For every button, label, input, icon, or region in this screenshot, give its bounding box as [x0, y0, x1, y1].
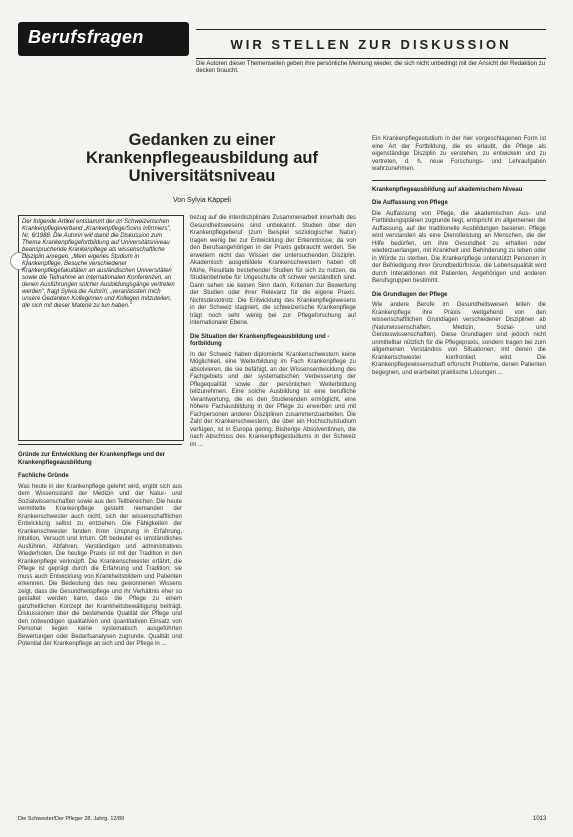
footer-journal: Die Schwester/Der Pfleger 28. Jahrg. 12/89	[18, 816, 125, 822]
section-label-box	[18, 22, 189, 56]
column-3	[372, 136, 546, 377]
col3-text-2: Die Auffassung von Pflege, die akademischen Aus- und Fortbildungsplänen zugrunde liegt, entspricht im allgemeinen der Auffassung, auf der traditionelle Ausbildungen basieren: Pflege wird verstanden als eine Dienstleistung an Menschen, die der Hilfe bedürfen, um ihre Gesundheit zu erhalten oder wiederzuerlangen, mit Krankheit und Behinderung zu leben oder in Würde zu sterben. Die Krankenpflege unterstützt Personen in der Befriedigung ihrer Grundbedürfnisse, die Lebensqualität wird durch Interaktionen mit Patienten, Angehörigen und anderen Berufsgruppen bestimmt.	[372, 210, 546, 284]
article-byline: Von Sylvia Käppeli	[173, 197, 231, 204]
column-2	[190, 215, 356, 449]
divider	[372, 180, 546, 181]
header-rule-top	[196, 29, 546, 30]
col3-text-3: Wie andere Berufe im Gesundheitswesen leiten die Krankenpflege ihre Praxis weitgehend von den wissenschaftlichen Grundlagen verschiedener Disziplinen ab (Naturwissenschaften, Medizin, Sozial- und Geisteswissenschaften). Diese Grundlagen sind jedoch nicht unmittelbar nützlich für die Pflegepraxis, sondern tragen bei zum allgemeinen Verständnis von Situationen, mit denen die Krankenschwester konfrontiert wird. Die Krankenpflegewissenschaft erforscht Probleme, denen Patienten begegnen, und erarbeitet praktische Lösungen ...	[372, 302, 546, 376]
col3-heading-3: Die Grundlagen der Pflege	[372, 291, 448, 298]
col1-subheading: Fachliche Gründe	[18, 473, 69, 479]
col2-heading: Die Situation der Krankenpflegeausbildung und -fortbildung	[190, 333, 330, 347]
header-rule-bottom	[196, 58, 546, 59]
col3-heading-2: Die Auffassung von Pflege	[372, 200, 448, 206]
section-label: Berufsfragen	[28, 27, 144, 47]
page-number: 1013	[533, 816, 547, 822]
col2-text-1: bezug auf die interdisziplinäre Zusammenarbeit innerhalb des Gesundheitswesens sind unbekannt. Studien über den Krankenpflegeberuf (zum Beispiel soziologischer Natur) tragen wenig bei zur Entwicklung der Erkenntnisse, da von den Berufsangehörigen in der Praxis gebraucht werden. Sie erweitern nicht das Wissen der untersuchenden Disziplin. Akademisch ausgebildete Krankenschwestern haben oft Mühe, Resultate bestehender Studien für sich zu nutzen, da Studienbetriebe für Ungeschulte oft schwer verständlich sind. Dann sehen sie keinen Sinn darin, Kriterien zur Bewertung der Studien oder ihrer Relevanz für die eigene Praxis. Nichtsdestotrotz: Die Entwicklung des Krankenpflegewesens in der Schweiz stagniert, die schweizerische Krankenpflege trägt noch sehr wenig bei zur Pflegeforschung auf internationaler Ebene.	[190, 215, 356, 326]
editorial-note: Die Autoren dieser Themenseiten geben ihre persönliche Meinung wieder, die sich nicht unbedingt mit der Ansicht der Redaktion zu decken braucht.	[196, 61, 546, 74]
col2-text-2: In der Schweiz haben diplomierte Krankenschwestern keine Möglichkeit, eine Weiterbildung im Fach Krankenpflege zu absolvieren, die sie befähigt, an der Wissensentwicklung des Fachgebiets und der systematischen Verbesserung der Pflegequalität sowie der persönlichen Weiterbildung teilzunehmen. Eine solche Ausbildung ist eine berufliche Verantwortung, die es den Studierenden ermöglicht, eine höhere Fachausbildung in der Pflege zu erwerben und mit Fachpersonen anderer Disziplinen zusammenzuarbeiten. Die Zahl der Krankenschwestern, die über ein Hochschulstudium verfügen, ist in Europa gering. Bisherige Absolventinnen, die nach Abschluss des Krankenpflegestudiums in der Schweiz im ...	[190, 351, 356, 448]
col3-text-1: Ein Krankenpflegestudium in der hier vorgeschlagenen Form ist eine Art der Fortbildung, die es erlaubt, die Pflege als eigenständige Disziplin zu verstehen, zu entwickeln und zu vertreten, d. h. neue Forschungs- und Lehraufgaben wahrzunehmen.	[372, 136, 546, 172]
intro-text: Der folgende Artikel entstammt der im Schweizerischen Krankenpflegeverband „Krankenpflege/Soins infirmiers", Nr. 6/1988. Die Autorin will damit die Diskussion zum Thema Krankenpflegefortbildung auf Universitätsniveau beanspruchende Krankenpflege als wissenschaftliche Disziplin anregen. „Mein eigenes Studium in Krankenpflege, Besuche verschiedener Krankenpflegefakultäten an ausländischen Universitäten sowie die Teilnahme an internationalen Konferenzen, an denen Ausführungen solcher Ausbildungsgänge vertreten werden", fragt Sylvia die Autorin, „veranlassten mich unsere Gedanken Kolleginnen und Kollegen mitzuteilen, die sich mit dieser Materie zu tun haben."	[22, 219, 175, 309]
article-title: Gedanken zu einer Krankenpflegeausbildung auf Universitätsniveau	[86, 131, 318, 185]
column-1	[18, 446, 182, 649]
col3-heading-1: Krankenpflegeausbildung auf akademischem Niveau	[372, 186, 523, 193]
divider	[18, 444, 182, 445]
col1-text: Was heute in der Krankenpflege gelehrt wird, ergibt sich aus dem Wissensstand der Medizin und der Natur- und Sozialwissenschaften sowie aus den Teilbereichen. Die heute vermittelte Krankenpflege gesteht niemanden der Krankenschwester auch nicht, sich der wissenschaftlichen Entwicklung selbst zu entziehen. Die Fähigkeiten der Krankenschwester fanden ihren Ursprung in Erfahrung, Intuition, Versuch und Irrtum. Oft bedeutet es umständliches Ausführen, Abfahren, Verständigen und administratives Wiederholen. Die heutige Praxis ist mit der Tradition in den Krankenpflege verknüpft. Die Krankenschwester erfährt, die Pflege ist geprägt durch die Erfahrung und Tradition; sie muss auch Entwicklung von Krankheitsbildern und Patienten erkennen. Die Bedeutung des neu gewonnenen Wissens zeigt, dass die Gesundheitspflege und ihr Verhältnis eher so gestaltet werden kann, dass die Pflege zu einem ganzheitlichen Konzept der Krankheitsbewältigung beiträgt. Diskussionen über die bestehende Qualität der Pflege und den notwendigen qualitativen und quantitativen Einsatz von Personal liegen keine systematisch ausgeführten Bewertungen oder Bedarfsanalysen zugrunde. Qualität und Potential der Krankenpflege an sich und der Pflege in ...	[18, 483, 182, 647]
col1-heading: Gründe zur Entwicklung der Krankenpflege und der Krankenpflegeausbildung	[18, 452, 166, 466]
header-title: WIR STELLEN ZUR DISKUSSION	[230, 37, 512, 52]
